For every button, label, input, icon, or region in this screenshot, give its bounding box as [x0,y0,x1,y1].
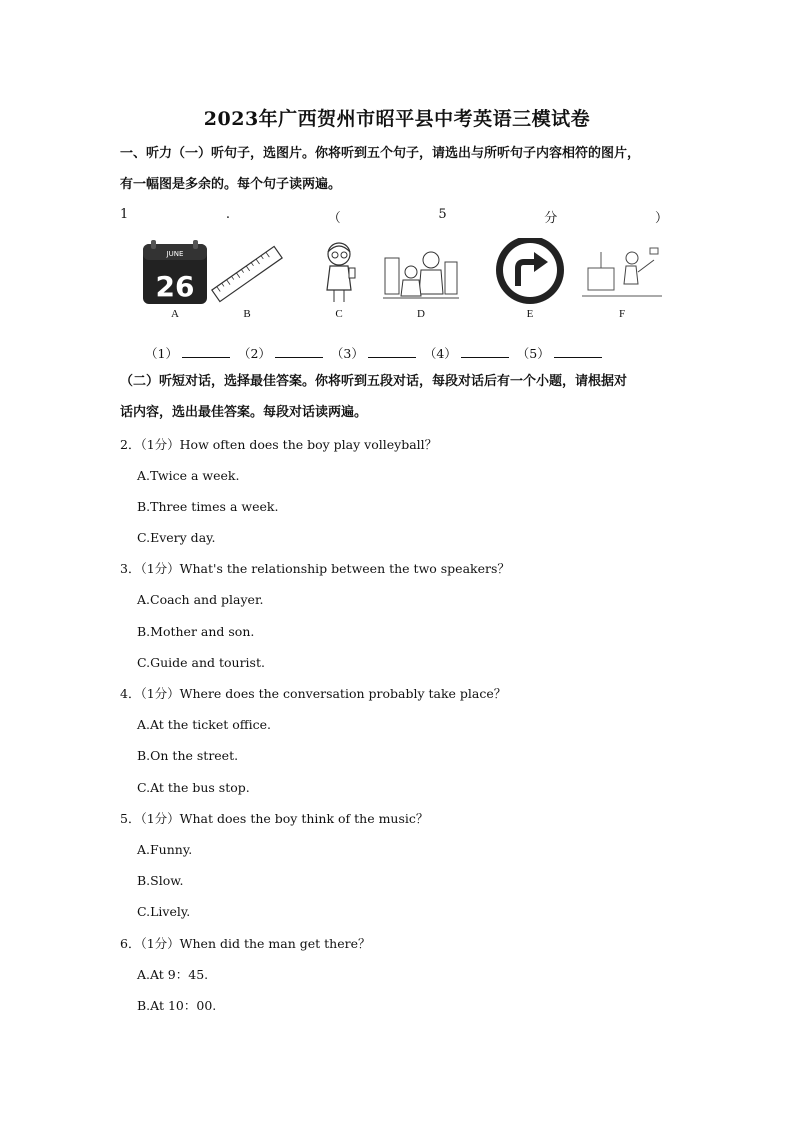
score-part: （ [327,211,341,226]
score-part: ） [654,211,668,226]
answer-option[interactable]: A.At the ticket office. [137,717,272,732]
calendar-month: JUNE [166,250,184,258]
question-text: 6．（1分）When did the man get there？ [120,936,371,951]
family-scene-icon [381,238,461,308]
girl-icon [299,238,379,308]
answer-option[interactable]: A.Coach and player. [137,592,264,607]
answer-option[interactable]: C.Lively. [137,904,191,919]
blank-label: （1） [145,346,178,361]
answer-option[interactable]: C.Every day. [137,530,216,545]
section1-heading [120,146,680,193]
picture-a [135,238,215,328]
blank-label: （5） [516,346,550,361]
answer-blank-4[interactable] [461,345,509,358]
picture-label: F [618,308,626,320]
blank-label: （2） [237,346,271,361]
answer-option[interactable]: B.Three times a week. [137,499,279,514]
question1-score-line [120,207,668,226]
answer-blank-1[interactable] [182,345,230,358]
section2-heading-line1: （二）听短对话，选择最佳答案。你将听到五段对话，每段对话后有一个小题，请根据对 [120,374,628,389]
section1-heading-line1: 一、听力（一）听句子，选图片。你将听到五个句子，请选出与所听句子内容相符的图片， [120,146,641,161]
question-text: 2．（1分）How often does the boy play volleyball？ [120,437,438,452]
question-text: 3．（1分）What's the relationship between the two speakers？ [120,561,510,576]
answer-option[interactable]: B.On the street. [137,748,239,763]
blank-label: （4） [423,346,457,361]
picture-label: C [335,308,343,320]
score-part: 分 [544,211,558,226]
score-part: 5 [438,207,447,222]
cleaning-scene-icon [582,238,662,308]
picture-e [490,238,570,328]
question-text: 5．（1分）What does the boy think of the music？ [120,811,429,826]
answer-option[interactable]: B.At 10：00. [137,998,217,1013]
answer-option[interactable]: B.Slow. [137,873,184,888]
picture-label: D [417,308,425,320]
page-title: 2023年广西贺州市昭平县中考英语三模试卷 [203,108,591,130]
section2-heading-line2: 话内容，选出最佳答案。每段对话读两遍。 [120,405,368,420]
answer-blank-5[interactable] [554,345,602,358]
picture-c [299,238,379,328]
answer-option[interactable]: C.At the bus stop. [137,780,250,795]
ruler-icon [207,238,287,308]
answer-option[interactable]: A.Twice a week. [137,468,240,483]
blank-label: （3） [330,346,364,361]
score-part: 1 [120,207,129,222]
answer-option[interactable]: A.At 9：45. [137,967,209,982]
calendar-icon [135,238,215,308]
section1-heading-line2: 有一幅图是多余的。每个句子读两遍。 [120,177,342,192]
turn-right-sign-icon [490,238,570,308]
answer-option[interactable]: B.Mother and son. [137,624,255,639]
score-part: . [225,207,231,222]
answer-blanks [145,344,606,362]
picture-options [135,238,675,328]
picture-label: E [526,308,534,320]
picture-label: B [243,308,251,320]
question-text: 4．（1分）Where does the conversation probably take place？ [120,686,507,701]
picture-d [381,238,461,328]
section2-heading [120,374,680,421]
calendar-day: 26 [155,270,195,303]
answer-blank-2[interactable] [275,345,323,358]
picture-label: A [171,308,179,320]
picture-f [582,238,662,328]
answer-option[interactable]: C.Guide and tourist. [137,655,265,670]
picture-b [207,238,287,328]
answer-blank-3[interactable] [368,345,416,358]
answer-option[interactable]: A.Funny. [137,842,193,857]
